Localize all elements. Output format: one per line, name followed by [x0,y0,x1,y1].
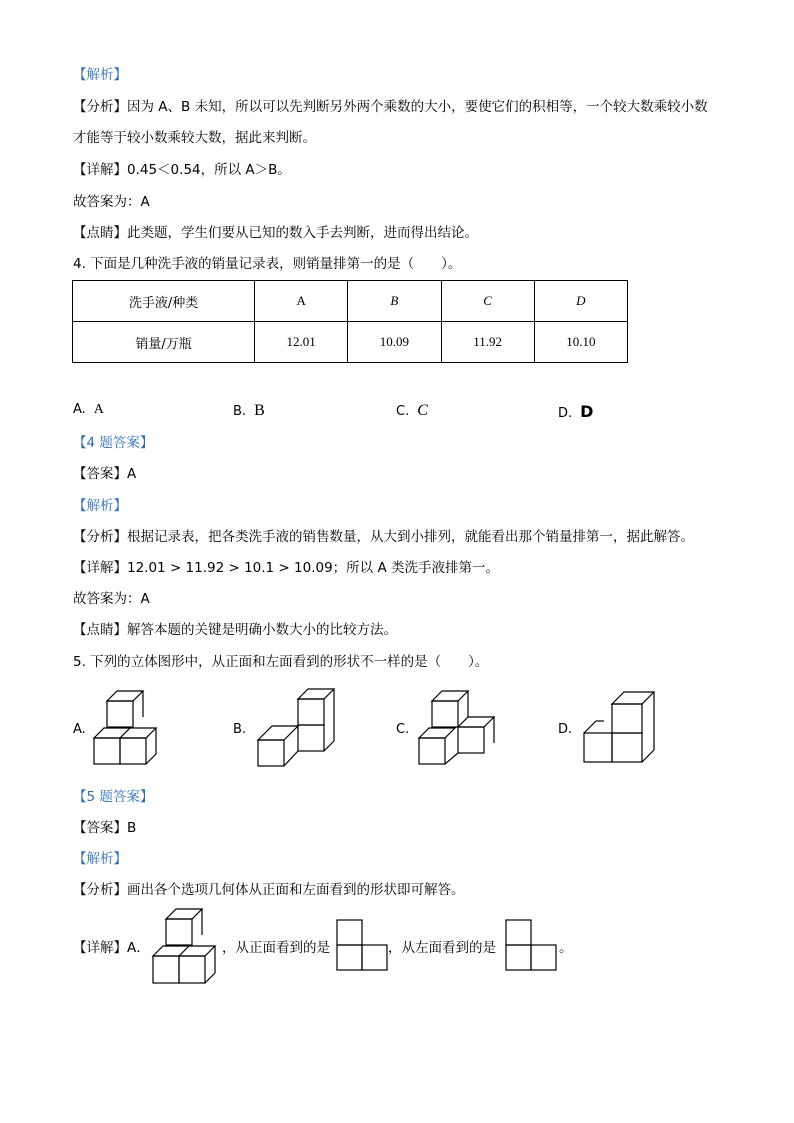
table-header-cell: B [348,281,441,322]
question-5: 5. 下列的立体图形中，从正面和左面看到的形状不一样的是（ ）。 [73,654,489,670]
option-key: C. [396,404,410,419]
detail-text: 【详解】0.45＜0.54，所以 A＞B。 [73,162,291,178]
q4-option-c[interactable] [396,402,428,420]
analysis-text-2: 才能等于较小数乘较大数，据此来判断。 [73,130,316,146]
q4-option-d[interactable] [558,402,593,421]
left-view-text: ，从左面看到的是 [388,940,496,956]
sales-table [72,280,628,363]
q4-option-b[interactable] [233,402,265,420]
q5-analysis-title: 【解析】 [73,851,127,867]
q4-option-a[interactable] [73,402,104,418]
option-value: C [417,402,428,419]
left-view-figure [505,919,557,971]
front-view-figure [336,919,388,971]
q5-option-d-label[interactable]: D. [558,722,573,737]
cube-figure-d[interactable] [583,691,657,765]
option-key: A. [73,402,86,417]
q4-detail: 【详解】12.01 > 11.92 > 10.1 > 10.09；所以 A 类洗手液排第一。 [73,560,500,576]
front-view-text: ，从正面看到的是 [222,940,330,956]
option-key: B. [233,404,247,419]
q5-option-b-label[interactable]: B. [233,722,247,737]
q5-detail-prefix: 【详解】A． [73,940,150,956]
detail-end: 。 [559,940,573,956]
option-value: B [254,402,265,419]
q4-analysis-title: 【解析】 [73,498,127,514]
q4-answer-title: 【4 题答案】 [73,435,154,451]
detail-cube-figure [152,907,222,987]
table-cell: 12.01 [255,322,348,363]
cube-figure-a[interactable] [94,690,164,770]
analysis-text-1: 【分析】因为 A、B 未知，所以可以先判断另外两个乘数的大小，要使它们的积相等，一个较大数乘较小数 [73,99,708,115]
option-value: D [580,402,594,421]
q5-option-c-label[interactable]: C. [396,722,410,737]
option-value: A [93,402,104,417]
table-header-cell: 洗手液/种类 [73,281,255,322]
q4-answer: 【答案】A [73,466,137,482]
table-header-row [73,281,628,322]
table-row [73,322,628,363]
q5-option-a-label[interactable]: A. [73,722,86,737]
table-header-cell: A [255,281,348,322]
q5-analysis: 【分析】画出各个选项几何体从正面和左面看到的形状即可解答。 [73,882,465,898]
table-cell: 10.10 [534,322,627,363]
note-text: 【点睛】此类题，学生们要从已知的数入手去判断，进而得出结论。 [73,225,478,241]
q4-conclusion: 故答案为：A [73,591,150,607]
q5-answer: 【答案】B [73,820,137,836]
conclusion-text: 故答案为：A [73,194,150,210]
question-4: 4. 下面是几种洗手液的销量记录表，则销量排第一的是（ ）。 [73,256,462,272]
table-header-cell: D [534,281,627,322]
q4-analysis: 【分析】根据记录表，把各类洗手液的销售数量，从大到小排列，就能看出那个销量排第一，据此解答。 [73,529,694,545]
table-cell: 销量/万瓶 [73,322,255,363]
option-key: D. [558,406,573,421]
table-header-cell: C [441,281,534,322]
table-cell: 10.09 [348,322,441,363]
cube-figure-b[interactable] [257,688,337,770]
cube-figure-c[interactable] [418,690,498,770]
table-cell: 11.92 [441,322,534,363]
analysis-heading: 【解析】 [73,67,127,83]
q4-note: 【点睛】解答本题的关键是明确小数大小的比较方法。 [73,622,397,638]
q5-answer-title: 【5 题答案】 [73,789,154,805]
